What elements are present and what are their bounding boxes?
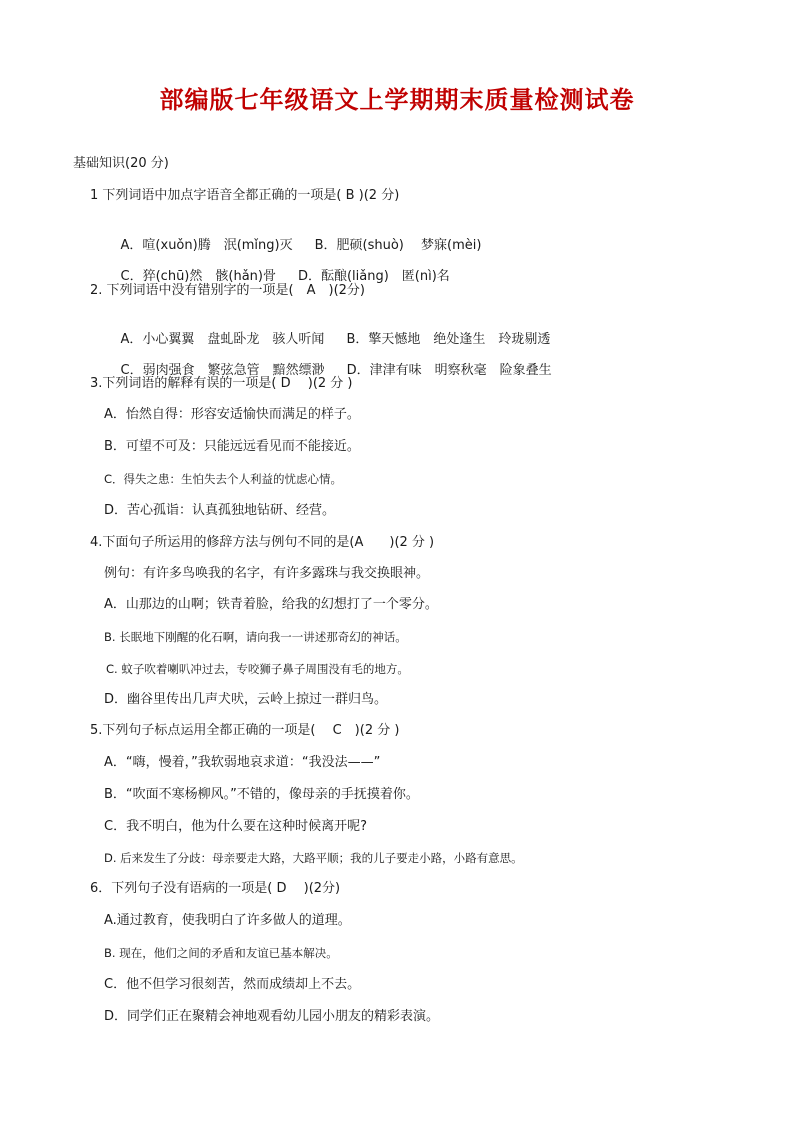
q3-option-b: B．可望不可及：只能远远看见而不能接近。 <box>104 439 360 454</box>
q4-option-d: D．幽谷里传出几声犬吠，云岭上掠过一群归鸟。 <box>104 692 388 707</box>
q2-option-c: C．弱肉强食 繁弦急管 黯然缥渺 <box>120 363 325 378</box>
q1-option-c: C．猝(chū)然 骸(hǎn)骨 <box>120 269 276 284</box>
q5-option-c: C．我不明白，他为什么要在这种时候离开呢? <box>104 819 367 834</box>
q2-option-a: A．小心翼翼 盘虬卧龙 骇人听闻 <box>120 332 325 347</box>
q6-option-b: B. 现在，他们之间的矛盾和友谊已基本解决。 <box>104 946 338 960</box>
q1-option-d: D．酝酿(liǎng) 匿(nì)名 <box>297 269 450 284</box>
q5-option-a: A．“嗨，慢着，”我软弱地哀求道：“我没法——” <box>104 755 381 770</box>
q4-example: 例句：有许多鸟唤我的名字，有许多露珠与我交换眼神。 <box>104 566 430 581</box>
q3-option-a: A．怡然自得：形容安适愉快而满足的样子。 <box>104 407 360 422</box>
q1-option-a: A．喧(xuǒn)腾 泯(mǐng)灭 <box>120 238 293 253</box>
q1-option-b: B．肥硕(shuò) 梦寐(mèi) <box>314 238 482 253</box>
page-title: 部编版七年级语文上学期期末质量检测试卷 <box>159 85 635 114</box>
q2-option-d: D．津津有味 明察秋毫 险象叠生 <box>346 363 552 378</box>
question-1-stem: 1 下列词语中加点字语音全都正确的一项是( B )(2 分) <box>90 188 400 203</box>
question-5-stem: 5.下列句子标点运用全都正确的一项是( C )(2 分 ) <box>90 723 400 738</box>
q4-option-a: A．山那边的山啊；铁青着脸，给我的幻想打了一个零分。 <box>104 597 438 612</box>
q4-option-b: B. 长眠地下刚醒的化石啊，请向我一一讲述那奇幻的神话。 <box>104 630 407 644</box>
question-3-stem: 3.下列词语的解释有误的一项是( D )(2 分 ) <box>90 376 353 391</box>
section-heading: 基础知识(20 分) <box>73 156 169 171</box>
question-2-stem: 2. 下列词语中没有错别字的一项是( A )(2分) <box>90 283 365 298</box>
q2-option-b: B．擎天憾地 绝处逢生 玲珑剔透 <box>346 332 551 347</box>
question-4-stem: 4.下面句子所运用的修辞方法与例句不同的是(A )(2 分 ) <box>90 535 435 550</box>
q6-option-c: C．他不但学习很刻苦，然而成绩却上不去。 <box>104 977 361 992</box>
q3-option-c: C．得失之患：生怕失去个人利益的忧虑心情。 <box>104 472 343 486</box>
q3-option-d: D．苦心孤诣：认真孤独地钻研、经营。 <box>104 503 336 518</box>
q5-option-d: D. 后来发生了分歧：母亲要走大路，大路平顺；我的儿子要走小路，小路有意思。 <box>104 851 523 865</box>
q6-option-d: D．同学们正在聚精会神地观看幼儿园小朋友的精彩表演。 <box>104 1009 440 1024</box>
question-6-stem: 6．下列句子没有语病的一项是( D )(2分) <box>90 881 341 896</box>
q5-option-b: B．“吹面不寒杨柳风。”不错的，像母亲的手抚摸着你。 <box>104 787 419 802</box>
q4-option-c: C. 蚊子吹着喇叭冲过去，专咬狮子鼻子周围没有毛的地方。 <box>106 662 409 676</box>
q6-option-a: A.通过教育，使我明白了许多做人的道理。 <box>104 913 351 928</box>
